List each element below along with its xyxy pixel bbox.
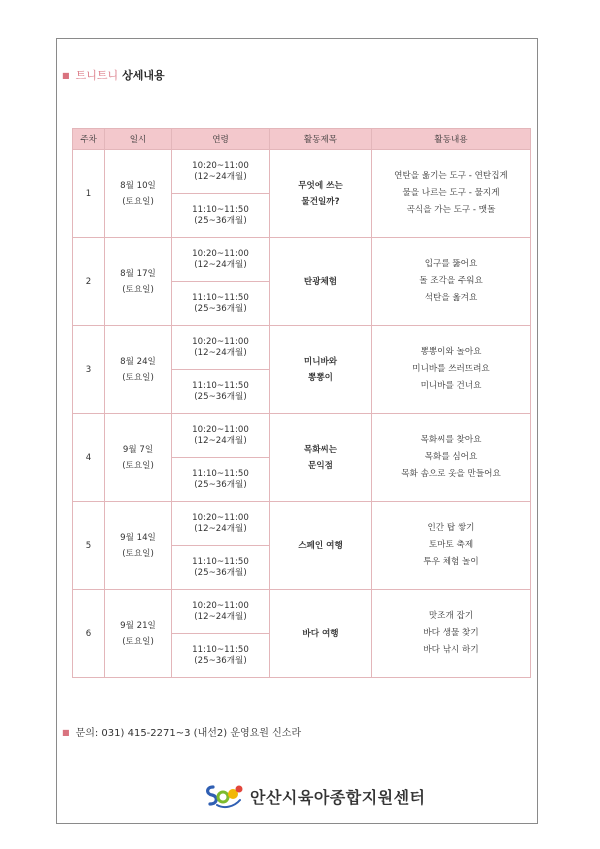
week-number: 2 bbox=[73, 238, 105, 326]
title-line: 목화씨는 bbox=[303, 444, 338, 455]
slot-time: 11:10~11:50 bbox=[192, 556, 249, 567]
content-line: 투우 체험 놀이 bbox=[423, 557, 479, 567]
age-slot-2 bbox=[172, 458, 270, 502]
title-line: 문익점 bbox=[308, 460, 333, 471]
slot-age: (25~36개월) bbox=[194, 479, 247, 490]
date-cell bbox=[105, 414, 172, 502]
activity-content bbox=[372, 414, 531, 502]
content-line: 목화씨를 찾아요 bbox=[420, 435, 482, 445]
content-line: 목화 솜으로 옷을 만들어요 bbox=[401, 469, 501, 479]
content-line: 돌 조각을 주워요 bbox=[419, 276, 483, 286]
content-line: 물을 나르는 도구 - 물지게 bbox=[402, 188, 500, 198]
date-cell bbox=[105, 150, 172, 238]
slot-age: (25~36개월) bbox=[194, 567, 247, 578]
activity-content bbox=[372, 238, 531, 326]
age-slot-1 bbox=[172, 590, 270, 634]
date-text: 9월 21일 bbox=[120, 620, 156, 631]
contact-text: 문의: 031) 415-2271~3 (내선2) 운영요원 신소라 bbox=[75, 728, 302, 739]
age-slot-2 bbox=[172, 282, 270, 326]
slot-time: 11:10~11:50 bbox=[192, 380, 249, 391]
activity-content bbox=[372, 326, 531, 414]
week-number: 6 bbox=[73, 590, 105, 678]
brand-label: 트니트니 bbox=[75, 69, 119, 82]
activity-content bbox=[372, 502, 531, 590]
activity-title bbox=[270, 150, 372, 238]
table-row bbox=[73, 502, 531, 546]
activity-content bbox=[372, 150, 531, 238]
age-slot-2 bbox=[172, 634, 270, 678]
slot-time: 10:20~11:00 bbox=[192, 512, 249, 523]
day-text: (토요일) bbox=[122, 372, 154, 383]
slot-age: (25~36개월) bbox=[194, 655, 247, 666]
date-text: 8월 10일 bbox=[120, 180, 156, 191]
week-number: 3 bbox=[73, 326, 105, 414]
week-number: 5 bbox=[73, 502, 105, 590]
activity-title bbox=[270, 326, 372, 414]
table-header-row bbox=[73, 129, 531, 150]
slot-time: 10:20~11:00 bbox=[192, 336, 249, 347]
content-line: 뽕뽕이와 놀아요 bbox=[420, 347, 482, 357]
slot-age: (12~24개월) bbox=[194, 171, 247, 182]
table-row bbox=[73, 150, 531, 194]
title-line: 미니바와 bbox=[303, 356, 338, 367]
age-slot-2 bbox=[172, 194, 270, 238]
slot-age: (25~36개월) bbox=[194, 303, 247, 314]
content-line: 바다 낚시 하기 bbox=[423, 645, 479, 655]
day-text: (토요일) bbox=[122, 196, 154, 207]
content-line: 연탄을 옮기는 도구 - 연탄집게 bbox=[394, 171, 508, 181]
slot-time: 10:20~11:00 bbox=[192, 248, 249, 259]
slot-time: 11:10~11:50 bbox=[192, 644, 249, 655]
activity-title bbox=[270, 590, 372, 678]
slot-time: 10:20~11:00 bbox=[192, 160, 249, 171]
header-date: 일시 bbox=[105, 129, 172, 150]
age-slot-1 bbox=[172, 326, 270, 370]
title-line: 바다 여행 bbox=[302, 628, 339, 639]
week-number: 4 bbox=[73, 414, 105, 502]
slot-time: 10:20~11:00 bbox=[192, 424, 249, 435]
content-line: 바다 생물 찾기 bbox=[423, 628, 479, 638]
day-text: (토요일) bbox=[122, 284, 154, 295]
slot-time: 10:20~11:00 bbox=[192, 600, 249, 611]
date-cell bbox=[105, 238, 172, 326]
slot-time: 11:10~11:50 bbox=[192, 292, 249, 303]
day-text: (토요일) bbox=[122, 636, 154, 647]
square-bullet-icon: ■ bbox=[62, 71, 70, 80]
content-line: 토마토 축제 bbox=[428, 540, 474, 550]
logo-text: 안산시육아종합지원센터 bbox=[250, 787, 426, 807]
activity-content bbox=[372, 590, 531, 678]
slot-time: 11:10~11:50 bbox=[192, 468, 249, 479]
activity-title bbox=[270, 238, 372, 326]
day-text: (토요일) bbox=[122, 548, 154, 559]
content-line: 곡식을 가는 도구 - 맷돌 bbox=[406, 205, 496, 215]
center-logo-icon bbox=[204, 783, 244, 809]
header-activity-content: 활동내용 bbox=[372, 129, 531, 150]
footer-logo bbox=[204, 781, 426, 811]
table-row bbox=[73, 414, 531, 458]
slot-age: (12~24개월) bbox=[194, 347, 247, 358]
date-text: 9월 14일 bbox=[120, 532, 156, 543]
title-line: 탄광체험 bbox=[303, 276, 338, 287]
table-row bbox=[73, 238, 531, 282]
table-row bbox=[73, 326, 531, 370]
content-line: 석탄을 옮겨요 bbox=[424, 293, 478, 303]
section-title: 상세내용 bbox=[122, 69, 165, 82]
table-row bbox=[73, 590, 531, 634]
date-text: 8월 17일 bbox=[120, 268, 156, 279]
title-line: 스페인 여행 bbox=[298, 540, 343, 551]
content-line: 입구를 뚫어요 bbox=[424, 259, 478, 269]
content-line: 맛조개 잡기 bbox=[428, 611, 474, 621]
header-activity-title: 활동제목 bbox=[270, 129, 372, 150]
slot-age: (12~24개월) bbox=[194, 435, 247, 446]
content-line: 미니바를 쓰러뜨려요 bbox=[412, 364, 490, 374]
header-week: 주차 bbox=[73, 129, 105, 150]
schedule-table bbox=[72, 128, 531, 678]
content-line: 미니바를 건너요 bbox=[420, 381, 482, 391]
slot-age: (25~36개월) bbox=[194, 215, 247, 226]
header-age: 연령 bbox=[172, 129, 270, 150]
age-slot-1 bbox=[172, 502, 270, 546]
date-cell bbox=[105, 502, 172, 590]
age-slot-1 bbox=[172, 150, 270, 194]
date-cell bbox=[105, 326, 172, 414]
slot-age: (12~24개월) bbox=[194, 259, 247, 270]
age-slot-2 bbox=[172, 370, 270, 414]
activity-title bbox=[270, 502, 372, 590]
week-number: 1 bbox=[73, 150, 105, 238]
age-slot-2 bbox=[172, 546, 270, 590]
slot-age: (12~24개월) bbox=[194, 611, 247, 622]
date-text: 9월 7일 bbox=[122, 444, 154, 455]
slot-time: 11:10~11:50 bbox=[192, 204, 249, 215]
content-line: 인간 탑 쌓기 bbox=[427, 523, 475, 533]
content-line: 목화를 심어요 bbox=[424, 452, 478, 462]
slot-age: (12~24개월) bbox=[194, 523, 247, 534]
title-line: 뽕뽕이 bbox=[308, 372, 333, 383]
contact-info bbox=[62, 727, 301, 741]
square-bullet-icon: ■ bbox=[62, 728, 70, 737]
date-cell bbox=[105, 590, 172, 678]
title-line: 물건일까? bbox=[301, 196, 340, 207]
activity-title bbox=[270, 414, 372, 502]
date-text: 8월 24일 bbox=[120, 356, 156, 367]
age-slot-1 bbox=[172, 414, 270, 458]
section-heading bbox=[62, 69, 165, 84]
slot-age: (25~36개월) bbox=[194, 391, 247, 402]
day-text: (토요일) bbox=[122, 460, 154, 471]
age-slot-1 bbox=[172, 238, 270, 282]
title-line: 무엇에 쓰는 bbox=[298, 180, 343, 191]
